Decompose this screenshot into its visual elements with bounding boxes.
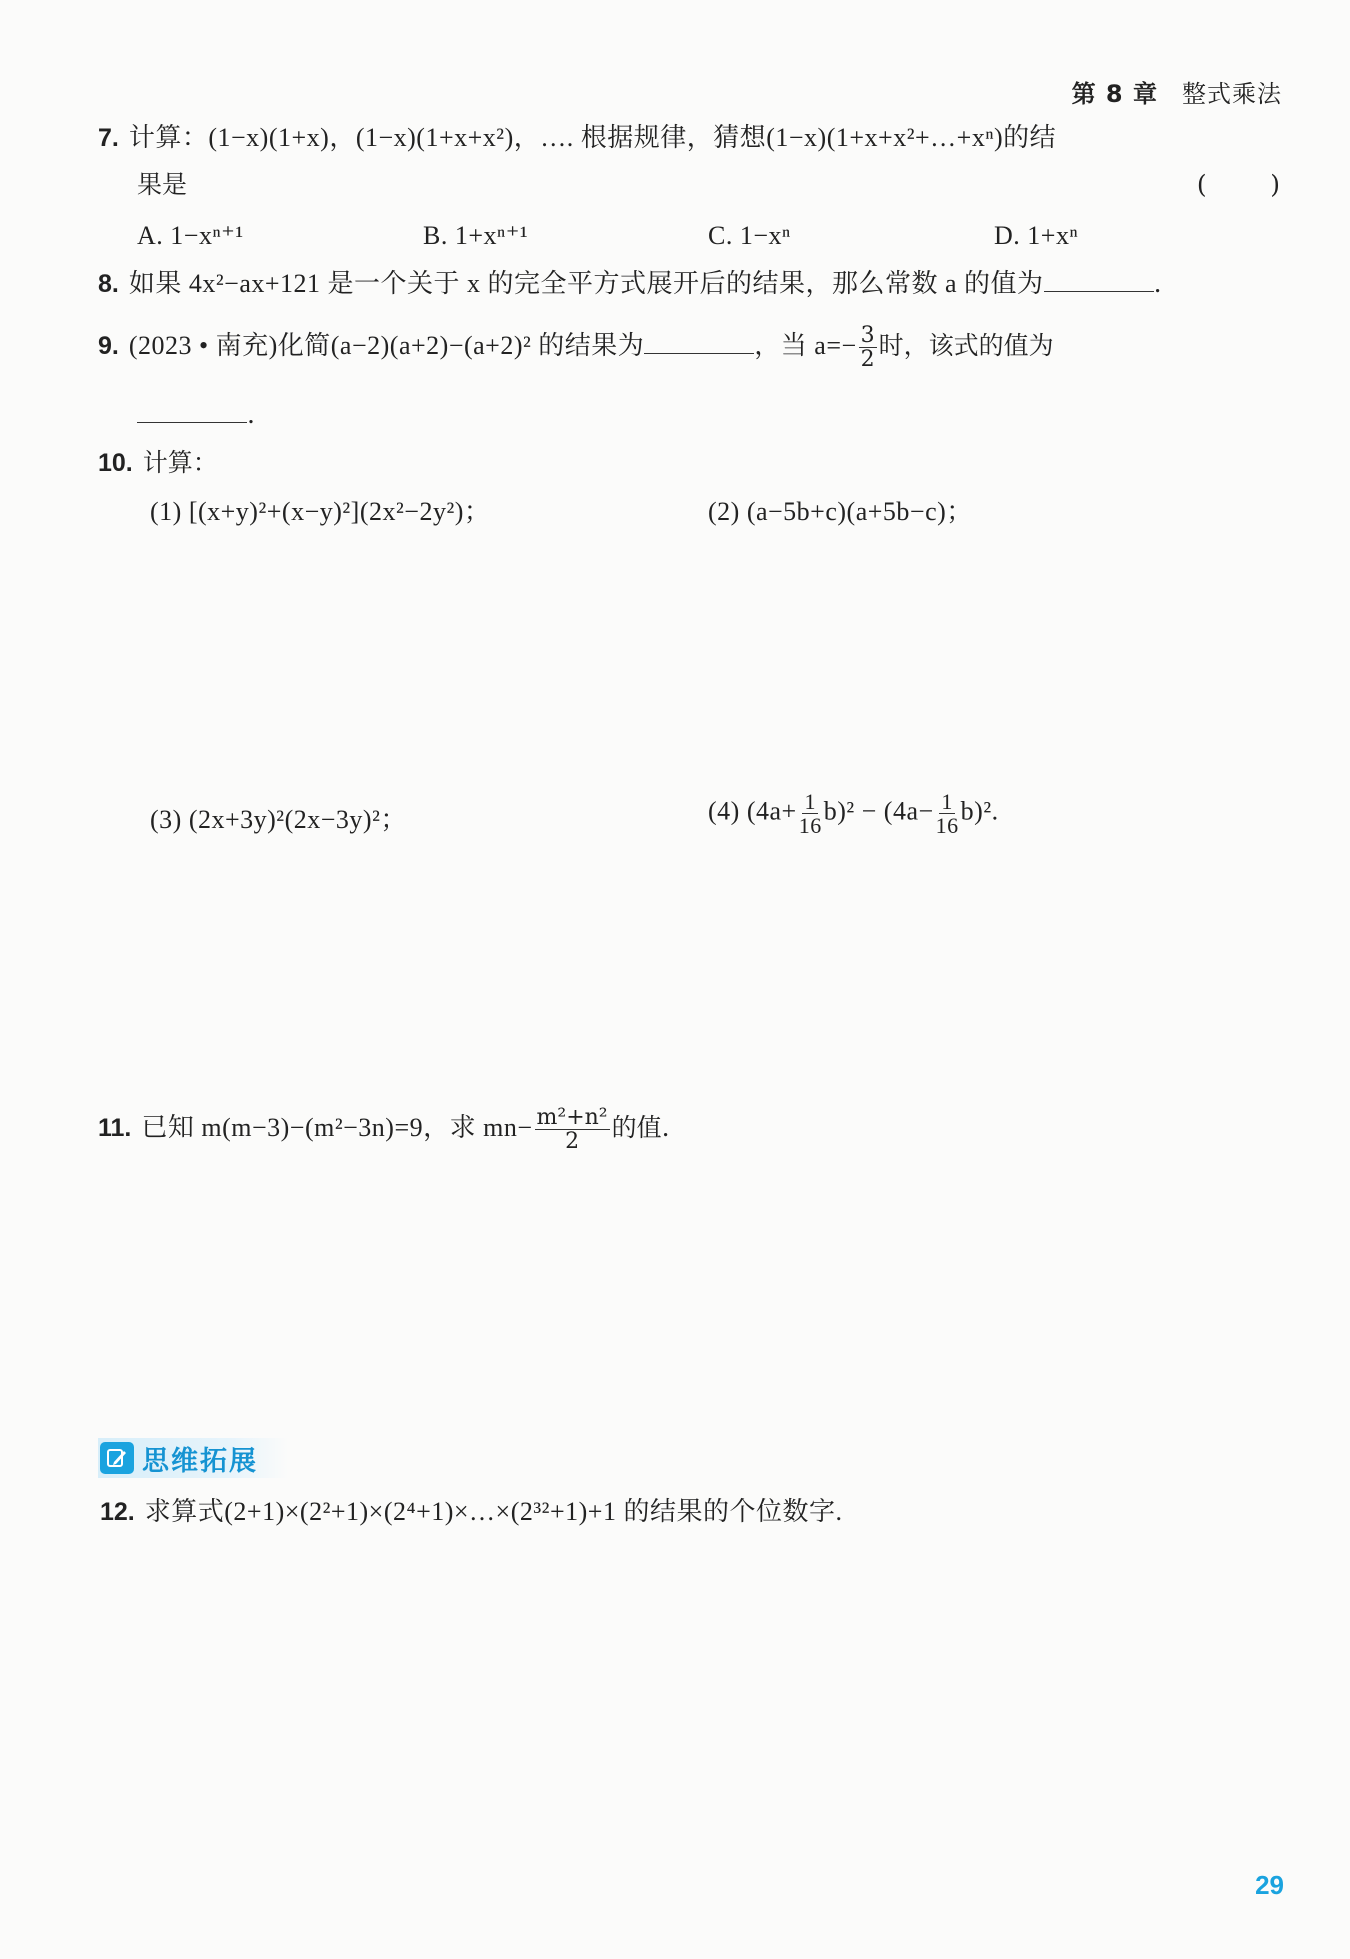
answer-blank xyxy=(644,331,754,354)
subquestion-1: (1) [(x+y)²+(x−y)²](2x²−2y²)； xyxy=(150,497,491,526)
question-number: 7. xyxy=(98,124,119,152)
question-text: (2023 • 南充)化简(a−2)(a+2)−(a+2)² 的结果为 xyxy=(128,331,645,361)
question-7-line2 xyxy=(137,170,187,200)
option-a: A. 1−xⁿ⁺¹ xyxy=(137,221,244,250)
page-number: 29 xyxy=(1255,1870,1284,1900)
fraction-denominator: 16 xyxy=(935,813,959,839)
question-text: 的值. xyxy=(611,1113,670,1143)
question-number: 12. xyxy=(100,1498,135,1526)
question-9 xyxy=(98,324,1054,371)
subquestion-text: (4) (4a+ xyxy=(708,796,797,826)
question-text: 求算式(2+1)×(2²+1)×(2⁴+1)×…×(2³²+1)+1 的结果的个位数字. xyxy=(144,1497,843,1526)
answer-blank xyxy=(137,400,247,423)
option-c: C. 1−xⁿ xyxy=(708,221,791,250)
subquestion-3: (3) (2x+3y)²(2x−3y)²； xyxy=(150,805,407,834)
section-header xyxy=(98,1438,288,1478)
fraction-denominator: 16 xyxy=(798,813,822,839)
fraction-numerator: 3 xyxy=(860,323,875,348)
fraction xyxy=(936,790,959,837)
question-number: 9. xyxy=(98,332,119,361)
fraction-denominator: 2 xyxy=(860,347,875,373)
question-number: 8. xyxy=(98,270,119,298)
question-12 xyxy=(100,1496,842,1527)
fraction-numerator: 1 xyxy=(804,789,816,814)
chapter-number: 第 8 章 xyxy=(1071,80,1158,108)
fraction-denominator: 2 xyxy=(565,1129,580,1155)
fraction xyxy=(799,790,822,837)
question-text: 已知 m(m−3)−(m²−3n)=9，求 mn− xyxy=(141,1113,533,1143)
pen-icon-glyph xyxy=(106,1447,128,1469)
question-text: ，当 a=− xyxy=(754,331,857,361)
subquestion-4 xyxy=(708,790,999,837)
pen-icon xyxy=(100,1442,134,1474)
question-8 xyxy=(98,268,1162,299)
fraction xyxy=(535,1106,610,1153)
subquestion-text: b)². xyxy=(960,796,999,826)
chapter-title: 整式乘法 xyxy=(1182,80,1282,108)
question-text: 果是 xyxy=(137,170,188,199)
question-text: 如果 4x²−ax+121 是一个关于 x 的完全平方式展开后的结果，那么常数 a 的值为 xyxy=(128,269,1044,298)
question-9-line2 xyxy=(137,400,255,430)
period: . xyxy=(1153,269,1162,298)
fraction-numerator: m²+n² xyxy=(536,1105,608,1130)
question-text: 时，该式的值为 xyxy=(878,331,1054,361)
question-text: 计算： xyxy=(142,448,218,477)
option-d: D. 1+xⁿ xyxy=(994,221,1079,250)
fraction xyxy=(859,324,877,371)
question-10 xyxy=(98,448,218,478)
period: . xyxy=(247,400,255,429)
fraction-numerator: 1 xyxy=(941,789,953,814)
question-11 xyxy=(98,1106,670,1153)
question-number: 10. xyxy=(98,449,133,477)
chapter-header xyxy=(1072,74,1282,109)
option-b: B. 1+xⁿ⁺¹ xyxy=(423,221,529,250)
subquestion-2: (2) (a−5b+c)(a+5b−c)； xyxy=(708,497,973,526)
question-7 xyxy=(98,122,1056,153)
question-text: 计算：(1−x)(1+x)，(1−x)(1+x+x²)，…. 根据规律，猜想(1−x)(1+x+x²+…+xⁿ)的结 xyxy=(128,123,1057,152)
question-number: 11. xyxy=(98,1114,132,1143)
answer-blank xyxy=(1044,269,1154,292)
subquestion-text: b)² − (4a− xyxy=(823,796,934,826)
section-title: 思维拓展 xyxy=(142,1445,258,1477)
answer-parentheses: ( ) xyxy=(1196,170,1280,199)
